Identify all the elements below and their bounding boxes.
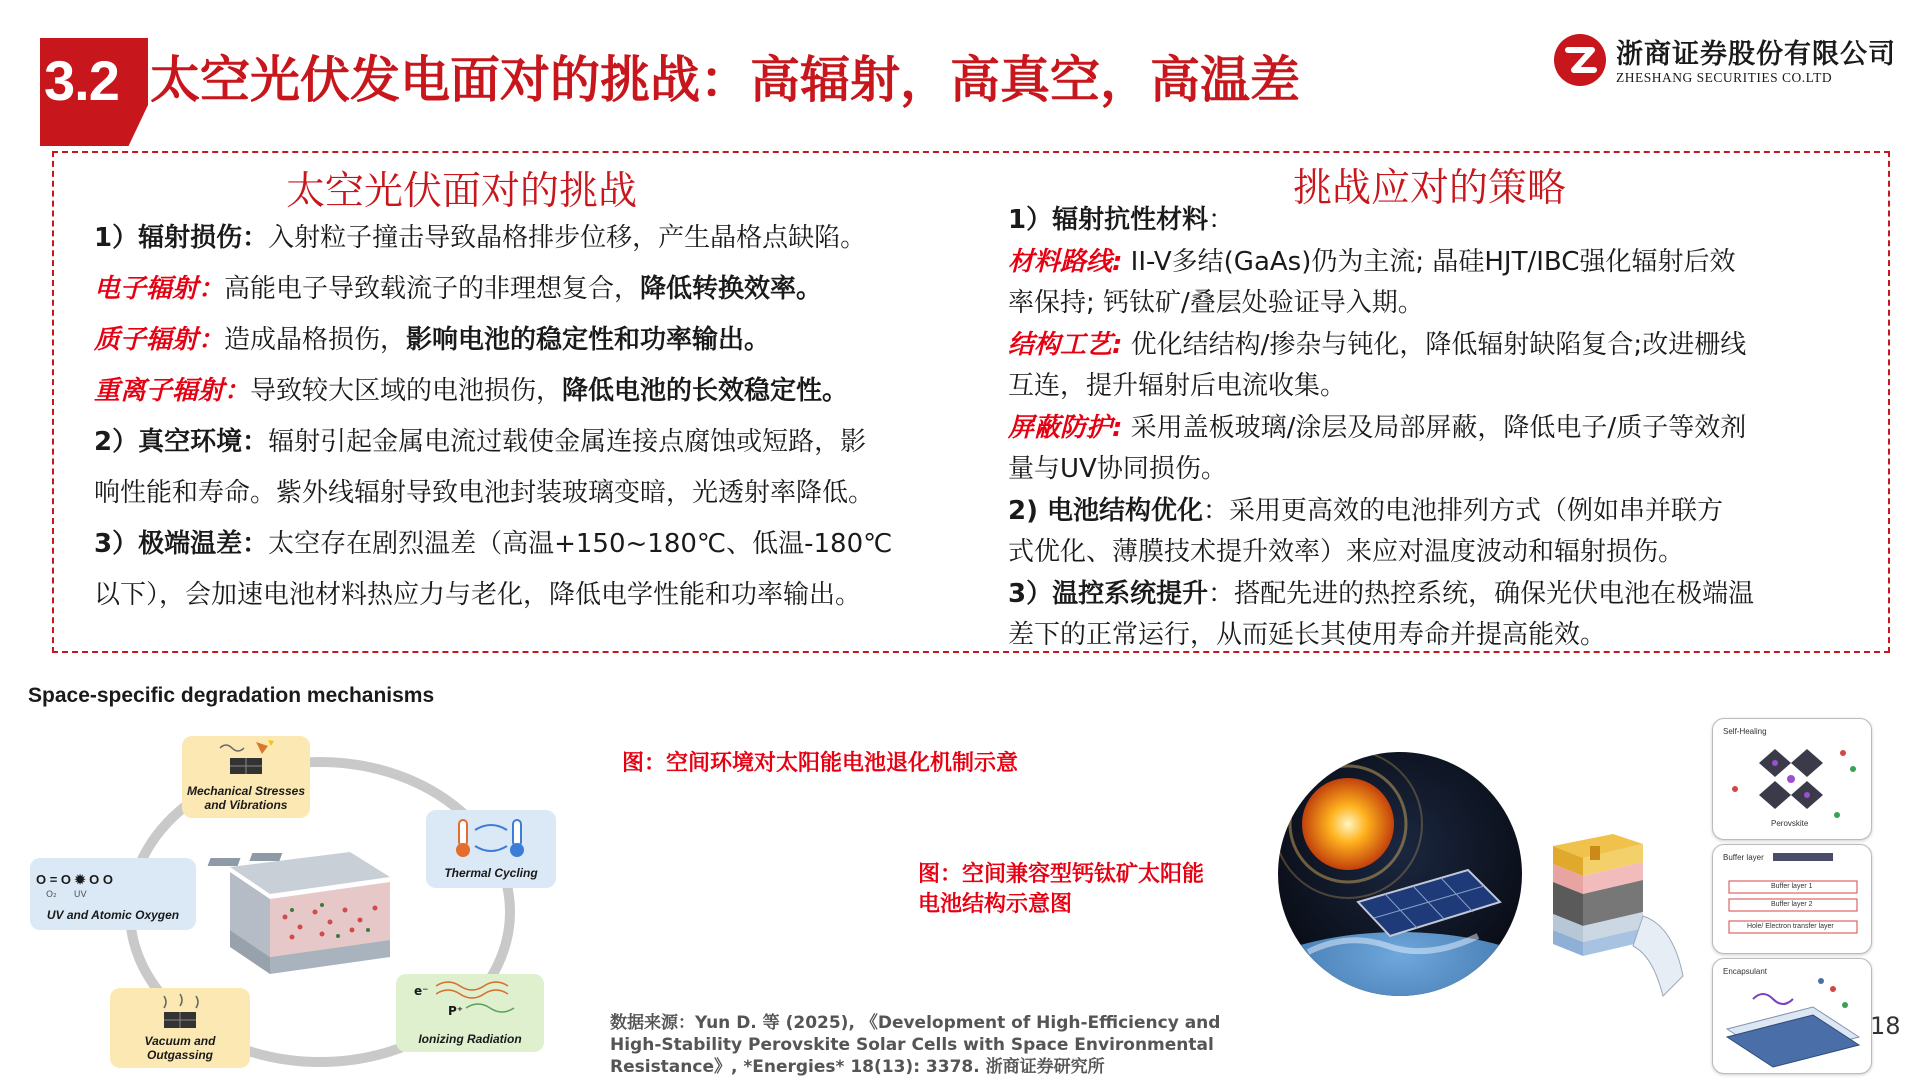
uv-oxygen-formula: O = O ✹ O O — [36, 872, 113, 887]
cell-structure-line1: ：采用更高效的电池排列方式（例如串并联方 — [1203, 495, 1724, 526]
challenge-radiation — [94, 213, 994, 264]
page-title: 太空光伏发电面对的挑战：高辐射，高真空，高温差 — [150, 51, 1300, 109]
solar-panel-hammer-icon — [216, 738, 276, 782]
ionizing-radiation-card — [396, 974, 544, 1052]
material-route-line1: II-V多结(GaAs)仍为主流; 晶硅HJT/IBC强化辐射后效 — [1122, 246, 1736, 277]
heavy-ion-text: 导致较大区域的电池损伤， — [250, 376, 563, 406]
vacuum-text-line1: 辐射引起金属电流过载使金属连接点腐蚀或短路，影 — [268, 427, 867, 457]
perovskite-label: Perovskite — [1771, 819, 1809, 828]
encapsulant-diagram — [1713, 959, 1873, 1075]
figure-1-caption: 图：空间环境对太阳能电池退化机制示意 — [622, 751, 1019, 776]
temperature-label: 3）极端温差： — [94, 529, 269, 559]
company-logo — [1552, 30, 1896, 92]
buffer-layer-label: Buffer layer — [1723, 853, 1764, 862]
vacuum-outgassing-card — [110, 988, 250, 1068]
cell-structure-line2: 式优化、薄膜技术提升效率）来应对温度波动和辐射损伤。 — [1008, 537, 1685, 567]
electron-radiation-emphasis: 降低转换效率。 — [640, 274, 823, 304]
challenge-temperature — [94, 519, 994, 570]
heavy-ion-label: 重离子辐射： — [94, 376, 251, 406]
shielding-label: 屏蔽防护: — [1008, 412, 1123, 443]
radiation-wave-icon — [436, 978, 536, 1018]
challenge-heavy-ion — [94, 366, 994, 417]
cell-structure-label: 2) 电池结构优化 — [1008, 495, 1204, 526]
self-healing-label: Self-Healing — [1723, 727, 1767, 736]
material-route-label: 材料路线: — [1008, 246, 1123, 277]
strategy-materials-label: 1）辐射抗性材料 — [1008, 205, 1209, 235]
vacuum-label: 2）真空环境： — [94, 427, 269, 457]
uv-oxygen-card — [30, 858, 196, 930]
degradation-figure-heading: Space-specific degradation mechanisms — [28, 684, 435, 707]
thermal-control-line1: ：搭配先进的热控系统，确保光伏电池在极端温 — [1208, 578, 1755, 609]
buffer-layer-2-label: Buffer layer 2 — [1771, 901, 1813, 908]
outgassing-panel-icon — [150, 992, 210, 1032]
structure-process-line1: 优化结结构/掺杂与钝化，降低辐射缺陷复合;改进栅线 — [1122, 329, 1747, 360]
solar-cell-stack-icon — [208, 852, 390, 974]
thermal-control-line2: 差下的正常运行，从而延长其使用寿命并提高能效。 — [1008, 620, 1607, 650]
transfer-layer-label: Hole/ Electron transfer layer — [1747, 923, 1834, 930]
ionizing-radiation-label: Ionizing Radiation — [418, 1032, 522, 1046]
temperature-text-line2: 以下），会加速电池材料热应力与老化，降低电学性能和功率输出。 — [94, 580, 862, 610]
challenge-radiation-label: 1）辐射损伤： — [94, 223, 269, 253]
data-source-line2: High-Stability Perovskite Solar Cells with Space Environmental — [610, 1035, 1214, 1055]
company-logo-icon — [1552, 32, 1608, 88]
data-source — [610, 1012, 1220, 1078]
vacuum-outgassing-label: Vacuum and Outgassing — [144, 1034, 216, 1062]
logo-en-text: ZHESHANG SECURITIES CO.LTD — [1616, 70, 1833, 85]
right-column-title: 挑战应对的策略 — [1293, 166, 1567, 211]
strategy-materials-colon: ： — [1208, 205, 1235, 235]
uv-oxygen-subscript: O₂ UV — [46, 890, 87, 900]
mechanical-stress-label: Mechanical Stresses and Vibrations — [186, 784, 306, 812]
structure-process-line2: 互连，提升辐射后电流收集。 — [1008, 371, 1347, 401]
self-healing-panel — [1712, 718, 1872, 840]
strategy-cell-structure — [1008, 491, 1888, 533]
sun-earth-panel-image — [1278, 752, 1522, 996]
buffer-layer-diagram — [1713, 845, 1873, 955]
perovskite-cell-stack-illustration — [1548, 826, 1698, 1006]
cell-layers-image — [1548, 826, 1698, 1006]
electron-symbol: e⁻ — [414, 984, 429, 998]
buffer-layer-1-label: Buffer layer 1 — [1771, 883, 1813, 890]
thermal-cycling-card — [426, 810, 556, 888]
buffer-layer-panel — [1712, 844, 1872, 954]
challenge-radiation-text: 入射粒子撞击导致晶格排步位移，产生晶格点缺陷。 — [268, 223, 867, 253]
space-solar-illustration — [1278, 752, 1522, 996]
data-source-line1: 数据来源：Yun D. 等 (2025), 《Development of High-Efficiency and — [610, 1013, 1221, 1033]
challenge-vacuum — [94, 417, 994, 468]
challenges-list — [94, 213, 994, 621]
encapsulant-panel — [1712, 958, 1872, 1074]
material-route-line2: 率保持; 钙钛矿/叠层处验证导入期。 — [1008, 288, 1424, 318]
thermal-cycling-label: Thermal Cycling — [444, 866, 538, 880]
challenge-electron — [94, 264, 994, 315]
electron-radiation-text: 高能电子导致载流子的非理想复合， — [224, 274, 641, 304]
proton-radiation-text: 造成晶格损伤， — [224, 325, 407, 355]
figure-2-caption-line1: 图：空间兼容型钙钛矿太阳能 — [918, 862, 1205, 887]
strategy-thermal-control — [1008, 574, 1888, 616]
mechanical-stress-card — [182, 736, 310, 818]
thermal-control-label: 3）温控系统提升 — [1008, 578, 1209, 609]
figure-2-caption-line2: 电池结构示意图 — [918, 892, 1073, 917]
challenge-proton — [94, 315, 994, 366]
proton-symbol: P⁺ — [448, 1004, 464, 1018]
proton-radiation-label: 质子辐射： — [94, 325, 225, 355]
structure-process-label: 结构工艺: — [1008, 329, 1123, 360]
logo-cn-text: 浙商证券股份有限公司 — [1616, 39, 1896, 70]
shielding-line2: 量与UV协同损伤。 — [1008, 454, 1227, 484]
encapsulant-label: Encapsulant — [1723, 967, 1768, 976]
data-source-line3: Resistance》, *Energies* 18(13): 3378. 浙商证券研究所 — [610, 1057, 1105, 1077]
strategies-list — [1008, 200, 1888, 657]
perovskite-strategy-panels — [1712, 718, 1872, 1074]
shielding-line1: 采用盖板玻璃/涂层及局部屏蔽，降低电子/质子等效剂 — [1122, 412, 1747, 443]
strategy-structure — [1008, 325, 1888, 367]
left-column-title: 太空光伏面对的挑战 — [286, 169, 638, 214]
strategy-materials — [1008, 200, 1888, 242]
vacuum-text-line2: 响性能和寿命。紫外线辐射导致电池封装玻璃变暗，光透射率降低。 — [94, 478, 875, 508]
degradation-cycle-figure — [30, 722, 600, 1072]
proton-radiation-emphasis: 影响电池的稳定性和功率输出。 — [406, 325, 771, 355]
heavy-ion-emphasis: 降低电池的长效稳定性。 — [562, 376, 849, 406]
page-number: 18 — [1870, 1012, 1901, 1040]
thermometer-icon — [451, 816, 531, 860]
strategy-shielding — [1008, 408, 1888, 450]
uv-oxygen-label: UV and Atomic Oxygen — [46, 908, 180, 922]
section-number: 3.2 — [44, 49, 119, 112]
temperature-text-line1: 太空存在剧烈温差（高温+150~180℃、低温-180℃ — [268, 529, 893, 559]
electron-radiation-label: 电子辐射： — [94, 274, 225, 304]
strategy-material-route — [1008, 242, 1888, 284]
